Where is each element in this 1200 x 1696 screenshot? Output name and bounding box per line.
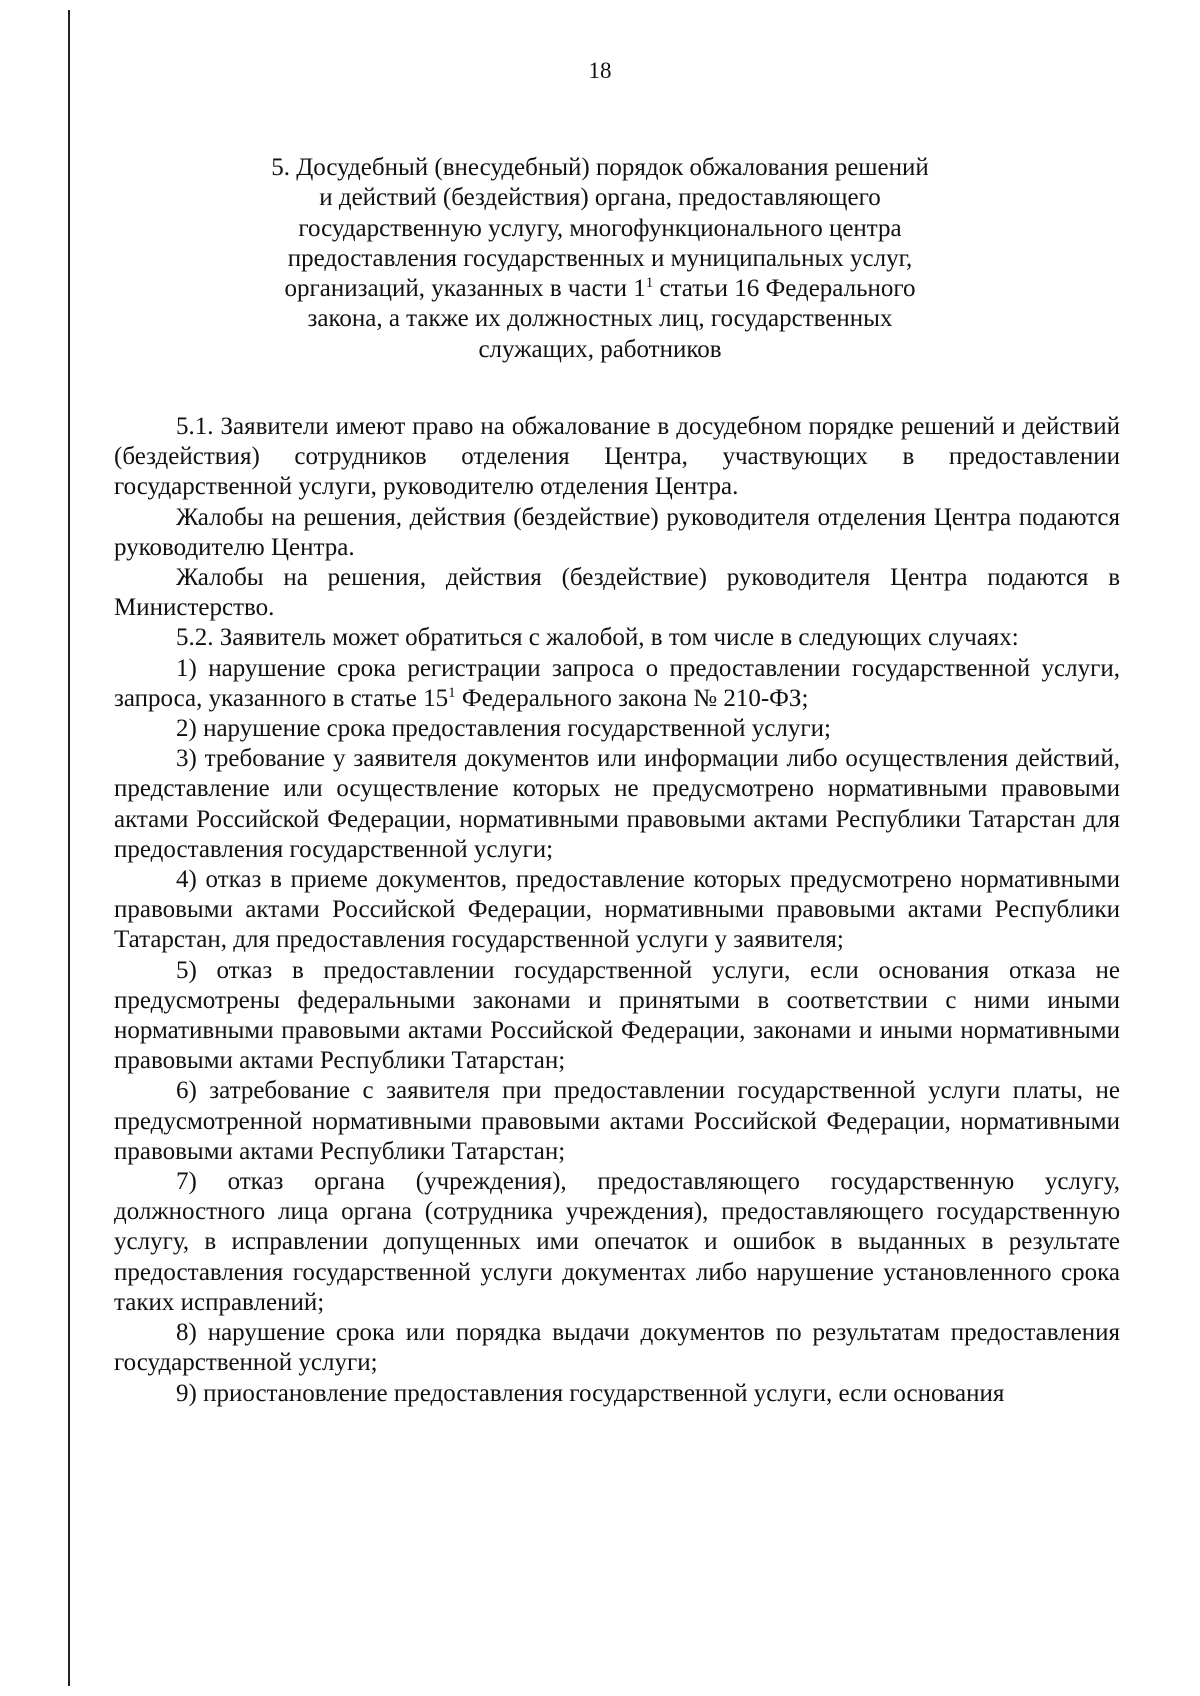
heading-line: 5. Досудебный (внесудебный) порядок обжалования решений — [271, 154, 929, 181]
document-body — [114, 412, 1120, 1409]
heading-line-text: организаций, указанных в части 1 — [284, 275, 646, 303]
list-item-text: Федерального закона № 210-ФЗ; — [455, 684, 809, 712]
list-item-1 — [114, 654, 1120, 714]
list-item-6: 6) затребование с заявителя при предоставлении государственной услуги платы, не предусмотренной нормативными правовыми актами Российской Федерации, нормативными правовыми актами Республики Татарстан; — [114, 1077, 1120, 1165]
list-item-7: 7) отказ органа (учреждения), предоставляющего государственную услугу, должностного лица органа (сотрудника учреждения), предоставляющего государственную услугу, в исправлении допущенных ими опечаток и ошибок в выданных в результате предоставления государственной услуги документах либо нарушение установленного срока таких исправлений; — [114, 1168, 1120, 1316]
scan-edge-line — [68, 10, 70, 1686]
paragraph-5-1: 5.1. Заявители имеют право на обжалование в досудебном порядке решений и действий (бездействия) сотрудников отделения Центра, участвующих в предоставлении государственной услуги, руководителю отделения Центра. — [114, 413, 1120, 501]
list-item-5: 5) отказ в предоставлении государственной услуги, если основания отказа не предусмотрены федеральными законами и принятыми в соответствии с ними иными нормативными правовыми актами Российской Федерации, законами и иными нормативными правовыми актами Республики Татарстан; — [114, 956, 1120, 1075]
heading-line: закона, а также их должностных лиц, государственных — [307, 305, 893, 333]
heading-line: и действий (бездействия) органа, предоставляющего — [319, 184, 881, 212]
list-item-4: 4) отказ в приеме документов, предоставление которых предусмотрено нормативными правовыми актами Российской Федерации, нормативными правовыми актами Республики Татарстан, для предоставления государственной услуги у заявителя; — [114, 866, 1120, 954]
list-item-3: 3) требование у заявителя документов или информации либо осуществления действий, представление или осуществление которых не предусмотрено нормативными правовыми актами Российской Федерации, нормативными правовыми актами Республики Татарстан для предоставления государственной услуги; — [114, 745, 1120, 863]
superscript: 1 — [448, 684, 456, 701]
paragraph-complaints-center-head: Жалобы на решения, действия (бездействие) руководителя Центра подаются в Министерство. — [114, 564, 1120, 622]
superscript: 1 — [645, 275, 654, 292]
heading-line-text: статьи 16 Федерального — [653, 275, 916, 303]
page-number: 18 — [588, 58, 612, 83]
heading-line: государственную услугу, многофункционального центра — [298, 214, 902, 242]
list-item-8: 8) нарушение срока или порядка выдачи документов по результатам предоставления государственной услуги; — [114, 1319, 1120, 1377]
heading-line: служащих, работников — [478, 335, 722, 363]
section-heading — [210, 153, 990, 365]
list-item-9: 9) приостановление предоставления государственной услуги, если основания — [176, 1379, 1005, 1407]
heading-line — [210, 274, 990, 304]
paragraph-5-2: 5.2. Заявитель может обратиться с жалобой, в том числе в следующих случаях: — [176, 624, 1019, 652]
list-item-2: 2) нарушение срока предоставления государственной услуги; — [176, 715, 831, 743]
paragraph-complaints-branch-head: Жалобы на решения, действия (бездействие) руководителя отделения Центра подаются руководителю Центра. — [114, 503, 1120, 561]
list-item-text: 1) нарушение срока регистрации запроса о предоставлении государственной услуги, запроса, указанного в статье 15 — [114, 654, 1120, 712]
heading-line: предоставления государственных и муниципальных услуг, — [287, 244, 913, 272]
